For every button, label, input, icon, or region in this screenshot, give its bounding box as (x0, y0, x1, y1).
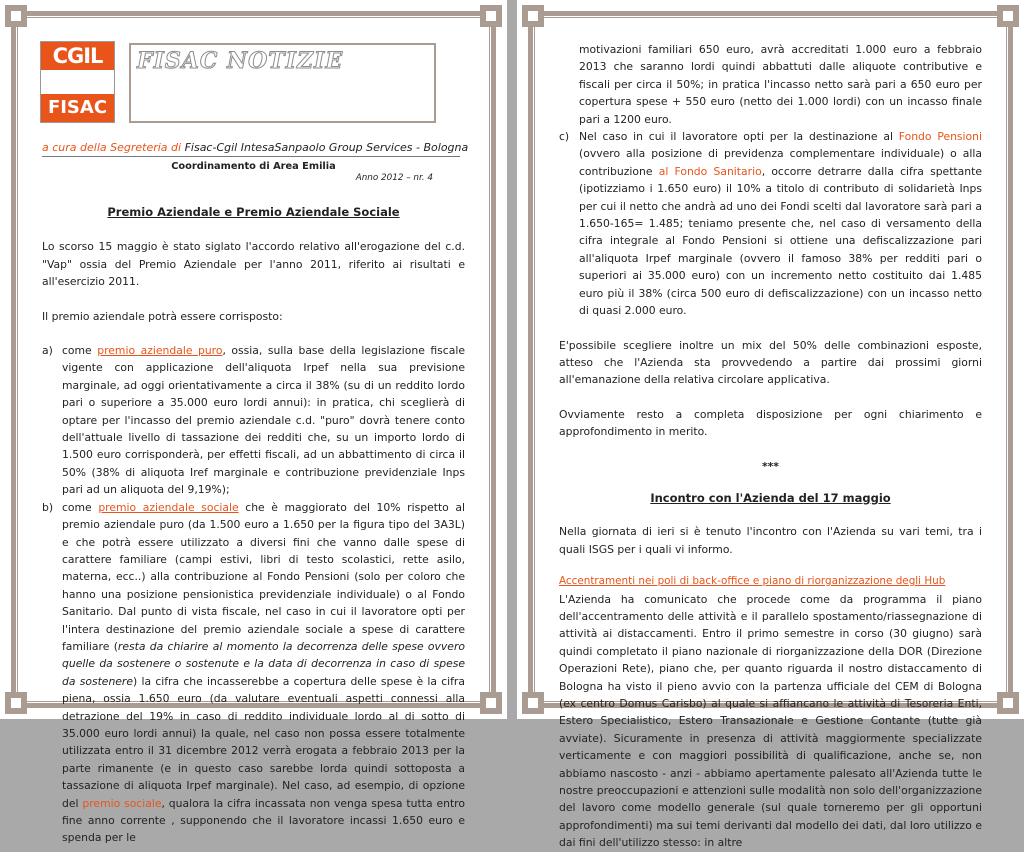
cura-org: Fisac-Cgil IntesaSanpaolo Group Services - Bologna (184, 141, 469, 154)
right-body (559, 41, 982, 852)
separator-stars: *** (762, 459, 779, 473)
cura-line (42, 139, 469, 157)
italic-note: resta da chiarire al momento la decorrenza delle spese ovvero quelle da sostenere o sostenute e la data di decorrenza in caso di spese da sostenere (62, 639, 465, 688)
highlight-term: al Fondo Sanitario (658, 164, 762, 178)
paragraph: motivazioni familiari 650 euro, avrà accreditati 1.000 euro a febbraio 2013 che saranno lordi quindi abbattuti dalle aliquote contributive e fiscali per circa il 50%; in pratica l'incasso netto sarà pari a 650 euro per copertura spese + 550 euro (netto dei 1.000 lordi) con un incasso finale pari a 1200 euro. (579, 43, 982, 126)
subheading: Accentramenti nei poli di back-office e piano di riorganizzazione degli Hub (559, 575, 946, 588)
list-item-c (559, 128, 982, 319)
paragraph: Ovviamente resto a completa disposizione per ogni chiarimento e approfondimento in merito. (559, 407, 982, 439)
document-page-right (517, 0, 1024, 850)
paragraph: Lo scorso 15 maggio è stato siglato l'accordo relativo all'erogazione del c.d. "Vap" ossia del Premio Aziendale per l'anno 2011, riferito ai risultati e all'esercizio 2011. (42, 240, 465, 289)
document-page-left (0, 0, 507, 845)
text-run: Nel caso in cui il lavoratore opti per la destinazione al (579, 130, 899, 144)
list-marker: b) (42, 500, 54, 514)
text-run: come (62, 500, 99, 514)
list-item-a (42, 342, 465, 499)
logo-band (41, 70, 114, 94)
text-run: ) la cifra che incasserebbe a copertura delle spese è la cifra piena, ossia 1.650 euro (da valutare eventuali aspetti connessi alla detrazione del 19% in caso di reddito individuale lordo al di sotto di 35.000 euro lordi annui) la quale, nel caso non possa essere totalmente utilizzata entro il 31 dicembre 2012 verrà erogata a febbraio 2013 per la parte rimanente (e in questo caso sarebbe lorda quindi sottoposta a tassazione di aliquota Irpef marginale). Nel caso, ad esempio, di opzione del (62, 674, 465, 810)
corner-ornament (997, 5, 1019, 27)
masthead-title: FISAC NOTIZIE (137, 48, 344, 74)
masthead-box (129, 43, 436, 123)
list-item-b (42, 499, 465, 847)
text-run: che è maggiorato del 10% rispetto al premio aziendale puro (da 1.500 euro a 1.650 per la figura tipo del 3A3L) e che potrà essere utilizzato a diversi fini che vanno dalle spese di carattere familiare (campi estivi, libri di testo scolastici, rette asilo, materna, ecc..) alla contribuzione al Fondo Pensioni (solo per coloro che hanno una posizione pensionistica previdenziale individuale) o al Fondo Sanitario. Dal punto di vista fiscale, nel caso in cui il lavoratore opti per l'intera destinazione del premio aziendale sociale a spese di carattere familiare ( (62, 500, 466, 653)
list-marker: c) (559, 130, 570, 144)
corner-ornament (5, 692, 27, 714)
highlight-term: premio sociale (82, 796, 162, 810)
text-run: , occorre detrarre dalla cifra spettante (ipotizziamo i 1.650 euro) il 10% a titolo di contributo di solidarietà Inps per cui il netto che andrà ad uno dei Fondi scelti dal lavoratore sarà pari a 1.650-165= 1.485; teniamo presente che, nel caso di versamento della cifra integrale al Fondo Pensioni si ottiene una defiscalizzazione pari all'aliquota Irpef marginale (ovvero il famoso 38% per redditi pari o superiori ai 35.000 euro) con un incremento netto costituito dai 1.485 euro più il 38% (circa 500 euro di defiscalizzazione) con un incasso netto di quasi 2.000 euro. (579, 164, 982, 318)
coordination-line: Coordinamento di Area Emilia (171, 161, 336, 172)
corner-ornament (480, 5, 502, 27)
paragraph: Nella giornata di ieri si è tenuto l'incontro con l'Azienda su vari temi, tra i quali ISGS per i quali vi informo. (559, 525, 982, 556)
text-run: , ossia, sulla base della legislazione fiscale vigente con applicazione dell'aliquota Irpef nella sua previsione marginale, ad oggi orientativamente a circa il 38% (su di un reddito lordo pari o superiore a 35.000 euro lordi annui): in pratica, chi sceglierà di optare per l'incasso del premio aziendale c.d. "puro" dovrà tenere conto dell'attuale livello di tassazione dei redditi che, su un importo lordo di 1.500 euro corrisponderà, per effetti fiscali, ad un abbattimento di circa il 50% (38% di aliquota Iref marginale e contribuzione previdenziale Inps pari ad un aliquota del 9,19%); (62, 344, 465, 497)
corner-ornament (522, 5, 544, 27)
list-marker: a) (42, 344, 53, 358)
paragraph: E'possibile scegliere inoltre un mix del 50% delle combinazioni esposte, atteso che l'Azienda sta provvedendo a partire dai prossimi giorni all'emanazione della relativa circolare applicativa. (559, 338, 982, 387)
highlight-term: Fondo Pensioni (898, 130, 983, 144)
highlight-term: premio aziendale puro (97, 344, 223, 358)
section-heading: Incontro con l'Azienda del 17 maggio (650, 490, 891, 505)
text-run: , qualora la cifra incassata non venga spesa tutta entro fine anno corrente , supponendo che il lavoratore incassi 1.650 euro e spenda per le (62, 796, 465, 845)
logo-text-fisac: FISAC (47, 97, 108, 118)
issue-number: Anno 2012 – nr. 4 (355, 173, 433, 183)
highlight-term: premio aziendale sociale (98, 500, 239, 514)
paragraph: Il premio aziendale potrà essere corrisposto: (42, 309, 283, 323)
article-heading: Premio Aziendale e Premio Aziendale Sociale (107, 205, 400, 219)
corner-ornament (522, 692, 544, 714)
cura-prefix: a cura della Segreteria di (42, 141, 185, 154)
paragraph: L'Azienda ha comunicato che procede come da programma il piano dell'accentramento delle attività e il parallelo spostamento/riassegnazione di attività ai distaccamenti. Entro il primo semestre in corso (30 giugno) sarà quindi completato il piano nazionale di riorganizzazione della DOR (Direzione Operazioni Rete), piano che, per quanto riguarda il nostro distaccamento di Bologna ha visto il pieno avvio con la partenza ufficiale del CEM di Bologna (ex centro Domus Carisbo) al quale si affiancano le attività di Tesoreria Enti, Estero Specialistico, Estero Transazionale e Gestione Contante (tutte già avviate). Sicuramente in presenza di attività maggiormente specializzate verticamente e con maggiori possibilità di qualificazione, anche se, non abbiamo nascosto - anzi - abbiamo apertamente palesato all'Azienda tutte le nostre preoccupazioni e attenzioni sulle modalità non solo dell'organizzazione del lavoro come modello generale (sul quale torneremo per gli opportuni approfondimenti) ma sui temi derivanti dal modello dei dati, dal loro utilizzo e dai fini dell'utilizzo stesso: in altre (559, 592, 982, 850)
logo-text-cgil: CGIL (52, 44, 103, 68)
left-body (42, 204, 465, 847)
cgil-fisac-logo (40, 41, 115, 123)
corner-ornament (997, 692, 1019, 714)
corner-ornament (5, 5, 27, 27)
corner-ornament (480, 692, 502, 714)
text-run: come (62, 344, 98, 358)
text-run: (ovvero alla posizione di previdenza complementare individuale) o alla contribuzione (579, 147, 982, 178)
